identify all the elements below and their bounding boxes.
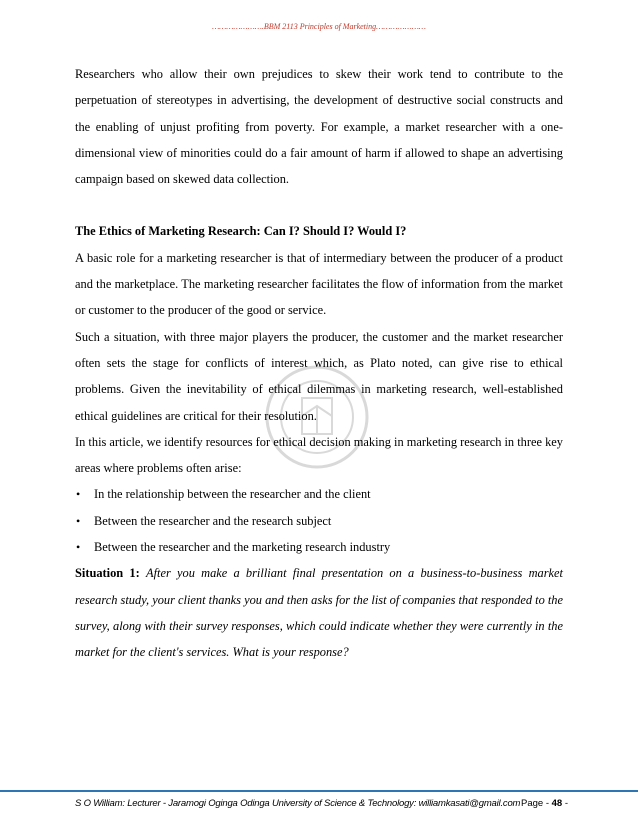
paragraph-intermediary-role: A basic role for a marketing researcher is that of intermediary between the producer of a product and the marketplace. The marketing researcher facilitates the flow of information from the market or customer to the producer of the good or service.: [75, 250, 563, 318]
key-areas-list: [75, 481, 563, 560]
bullet-icon: •: [76, 487, 81, 502]
footer-rule: [0, 790, 638, 792]
situation-paragraph: [75, 560, 563, 665]
page-body: [75, 61, 563, 666]
paragraph-researchers-prejudice: Researchers who allow their own prejudices to skew their work tend to contribute to the perpetuation of stereotypes in advertising, the development of destructive social constructs and the enabling of unjust profiting from poverty. For example, a market researcher with a one-dimensional view of minorities could do a fair amount of harm if allowed to shape an advertising campaign based on skewed data collection.: [75, 67, 563, 187]
running-header: ………………….BBM 2113 Principles of Marketing…………………: [212, 22, 426, 31]
list-item: • Between the researcher and the marketing research industry: [75, 534, 563, 560]
page-number: Page - 48 -: [521, 798, 569, 809]
situation-label: Situation 1:: [75, 566, 140, 581]
list-item: • In the relationship between the researcher and the client: [75, 481, 563, 507]
list-item: • Between the researcher and the research subject: [75, 508, 563, 534]
paragraph-key-areas-intro: In this article, we identify resources for ethical decision making in marketing research in three key areas where problems often arise:: [75, 434, 563, 476]
bullet-icon: •: [76, 540, 81, 555]
section-heading: The Ethics of Marketing Research: Can I? Should I? Would I?: [75, 224, 407, 239]
bullet-icon: •: [76, 513, 81, 528]
paragraph-conflicts-of-interest: Such a situation, with three major players the producer, the customer and the market researcher often sets the stage for conflicts of interest which, as Plato noted, can give rise to ethical problems. Given the inevitability of ethical dilemmas in marketing research, well-established ethical guidelines are critical for their resolution.: [75, 329, 563, 423]
footer-author: S O William: Lecturer - Jaramogi Oginga Odinga University of Science & Technology: williamkasati@gmail.com: [75, 798, 521, 809]
situation-text: After you make a brilliant final presentation on a business-to-business market research study, your client thanks you and then asks for the list of companies that responded to the survey, along with their survey responses, which could indicate whether they were currently in the market for the client's services. What is your response?: [75, 566, 563, 660]
